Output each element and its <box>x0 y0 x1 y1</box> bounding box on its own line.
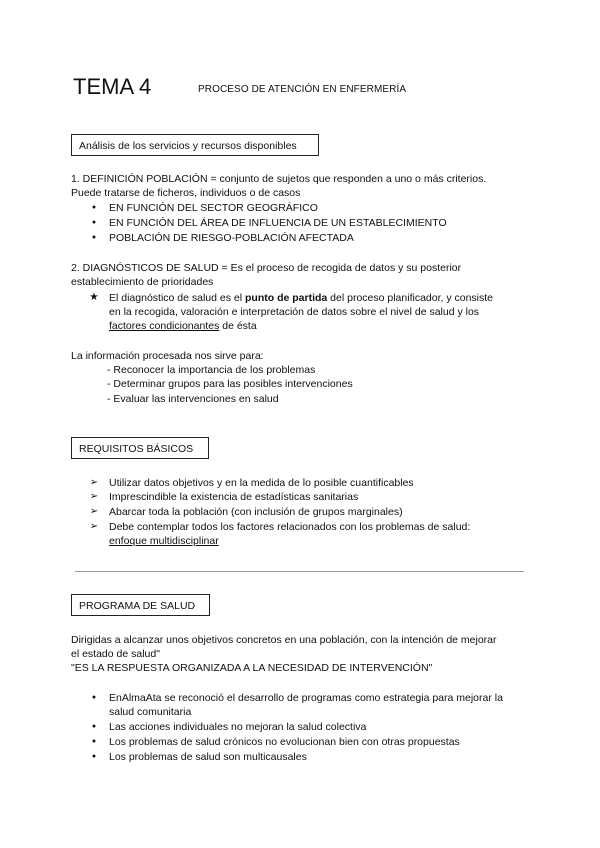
list-item: Los problemas de salud crónicos no evolucionan bien con otras propuestas <box>109 736 460 748</box>
definition-line-1: 1. DEFINICIÓN POBLACIÓN = conjunto de sujetos que responden a uno o más criterios. <box>71 173 487 185</box>
bullet-dot-icon: ● <box>91 723 97 730</box>
list-item: Debe contemplar todos los factores relacionados con los problemas de salud: <box>109 521 471 533</box>
programa-quote: "ES LA RESPUESTA ORGANIZADA A LA NECESIDAD DE INTERVENCIÓN" <box>71 662 433 674</box>
star-text-underline: factores condicionantes <box>109 320 220 332</box>
star-paragraph-line-3 <box>109 319 257 333</box>
bullet-dot-icon: ● <box>91 753 97 760</box>
page-title: TEMA 4 <box>73 74 152 99</box>
list-item: Imprescindible la existencia de estadísticas sanitarias <box>109 491 359 503</box>
bullet-dot-icon: ● <box>91 204 97 211</box>
info-intro: La información procesada nos sirve para: <box>71 350 264 362</box>
diagnostics-line-2: establecimiento de prioridades <box>71 276 214 288</box>
bullet-dot-icon: ● <box>91 738 97 745</box>
arrow-bullet-icon: ➢ <box>89 477 99 488</box>
programa-intro-line-1: Dirigidas a alcanzar unos objetivos concretos en una población, con la intención de mejorar <box>71 634 497 646</box>
list-item: Las acciones individuales no mejoran la salud colectiva <box>109 721 367 733</box>
star-text-post: del proceso planificador, y consiste <box>327 292 494 304</box>
star-icon: ★ <box>89 291 99 303</box>
star-text-pre: El diagnóstico de salud es el <box>109 292 246 304</box>
bullet-dot-icon: ● <box>91 694 97 701</box>
list-item: Utilizar datos objetivos y en la medida de lo posible cuantificables <box>109 477 414 489</box>
section-box-requisitos: REQUISITOS BÁSICOS <box>71 437 209 459</box>
underlined-term: enfoque multidisciplinar <box>109 535 219 547</box>
list-item: Abarcar toda la población (con inclusión de grupos marginales) <box>109 506 403 518</box>
divider <box>75 571 524 572</box>
arrow-bullet-icon: ➢ <box>89 521 99 532</box>
arrow-bullet-icon: ➢ <box>89 491 99 502</box>
section-box-programa: PROGRAMA DE SALUD <box>71 594 210 616</box>
list-item: - Determinar grupos para las posibles intervenciones <box>107 378 353 390</box>
programa-intro-line-2: el estado de salud" <box>71 648 160 660</box>
list-item: EN FUNCIÓN DEL ÁREA DE INFLUENCIA DE UN ESTABLECIMIENTO <box>109 217 447 229</box>
list-item: Los problemas de salud son multicausales <box>109 751 307 763</box>
arrow-bullet-icon: ➢ <box>89 506 99 517</box>
list-item-continuation: salud comunitaria <box>109 706 192 718</box>
list-item-continuation <box>109 534 219 548</box>
list-item: EN FUNCIÓN DEL SECTOR GEOGRÁFICO <box>109 202 318 214</box>
list-item: - Evaluar las intervenciones en salud <box>107 393 279 405</box>
list-item: POBLACIÓN DE RIESGO-POBLACIÓN AFECTADA <box>109 232 354 244</box>
section-box-analisis: Análisis de los servicios y recursos disponibles <box>71 134 319 156</box>
bullet-dot-icon: ● <box>91 234 97 241</box>
definition-line-2: Puede tratarse de ficheros, individuos o de casos <box>71 187 301 199</box>
star-text-end: de ésta <box>219 320 257 332</box>
bullet-dot-icon: ● <box>91 219 97 226</box>
page-subtitle: PROCESO DE ATENCIÓN EN ENFERMERÍA <box>198 84 407 95</box>
list-item: EnAlmaAta se reconoció el desarrollo de programas como estrategia para mejorar la <box>109 692 503 704</box>
star-paragraph-line-2: en la recogida, valoración e interpretación de datos sobre el nivel de salud y los <box>109 306 480 318</box>
star-paragraph-line-1 <box>109 291 493 305</box>
list-item: - Reconocer la importancia de los problemas <box>107 364 316 376</box>
star-text-bold: punto de partida <box>245 292 328 304</box>
diagnostics-line-1: 2. DIAGNÓSTICOS DE SALUD = Es el proceso de recogida de datos y su posterior <box>71 262 462 274</box>
